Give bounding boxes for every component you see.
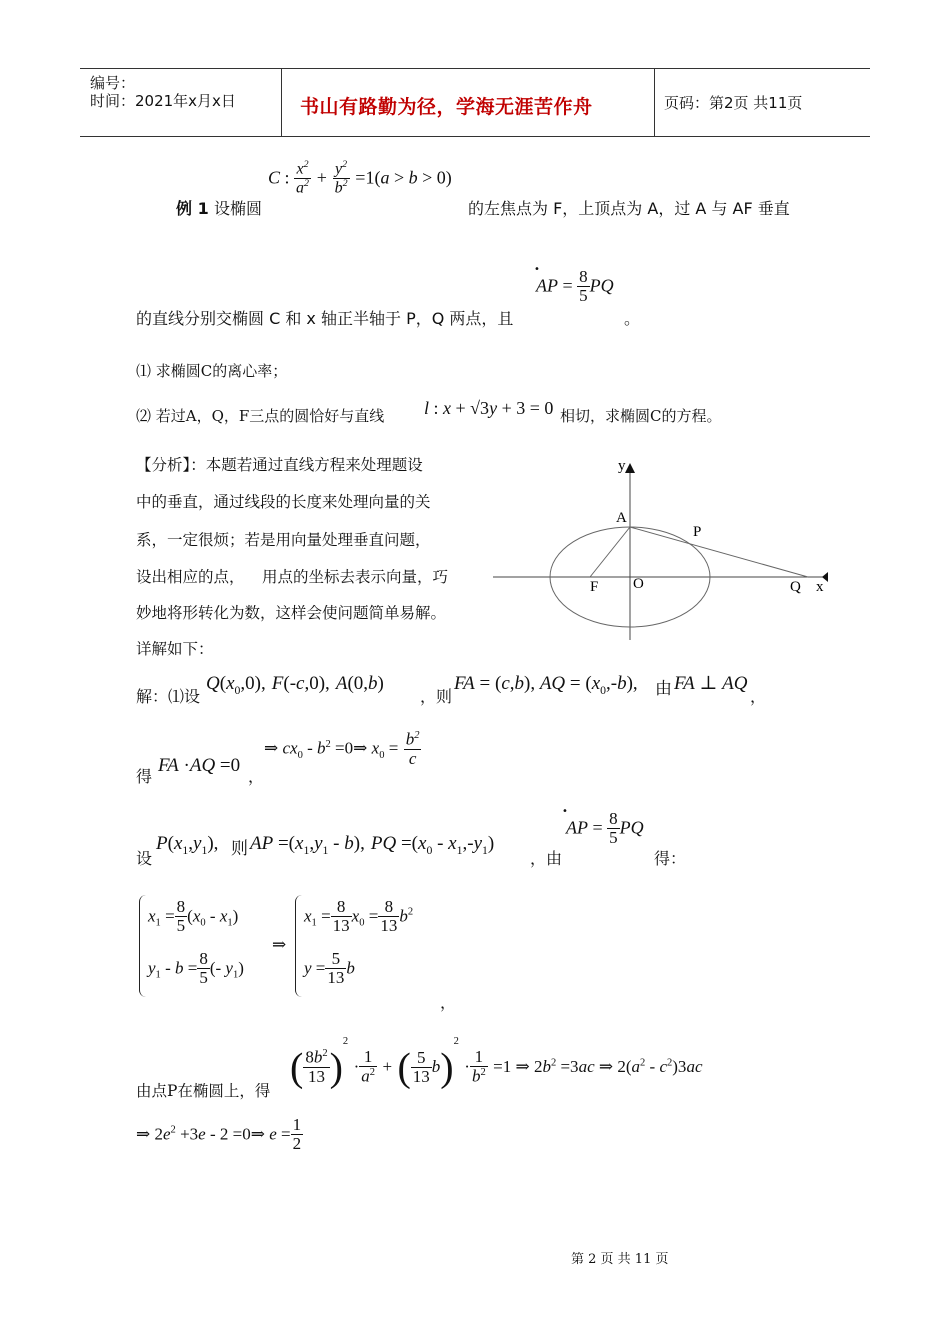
solution-3-comma: ，由 [530, 849, 563, 868]
solution-3-she: 设 [136, 849, 153, 868]
solution-1-comma: ， [750, 687, 767, 706]
page-footer: 第 2 页 共 11 页 [571, 1252, 669, 1267]
solution-1-vectors: FA = (c,b), AQ = $(x_0,-b)$, [454, 673, 638, 697]
solution-5-prefix: 由点P在椭圆上，得 [136, 1082, 271, 1100]
segment-AQ [630, 527, 808, 577]
example-text-1: 的左焦点为 F，上顶点为 A，过 A 与 AF 垂直 [468, 199, 790, 218]
solution-1-by: 由 [655, 679, 672, 699]
solution-5-equation: ( $\frac{8b^2}{13}$ )$^2$ · $\frac{1}{a^2}$ + ( $\frac{5}{13}$ b)$^2$ · $\frac{1}{b^2}$ =1 ⇒ $2b^2 =3ac$ ⇒ $2(a^2 - c^2)3ac$ [290, 1036, 703, 1090]
analysis-line-6: 详解如下： [136, 640, 214, 658]
example-intro: 设椭圆 [214, 199, 263, 218]
solution-1-then: ，则 [420, 687, 453, 706]
solution-6-equation: ⇒ $2e^2 +3e - 2$ =0⇒ e = $\frac{1}{2}$ [136, 1115, 302, 1153]
analysis-line-4a: 设出相应的点， [136, 568, 245, 586]
header-motto: 书山有路勤为径，学海无涯苦作舟 [300, 96, 593, 118]
figure-label-A: A [616, 510, 627, 526]
solution-3-vectors: AP $=(x_1,y_1 - b)$, PQ $=(x_0 - x_1,-y_1)$ [250, 833, 495, 857]
analysis-line-5: 妙地将形转化为数，这样会使问题简单易解。 [136, 604, 447, 622]
system-comma: ， [440, 993, 457, 1012]
tangent-line-equation: l : x + √3y + 3 = 0 [424, 398, 554, 418]
solution-1-points: $Q(x_0,0)$, F(-c,0), A(0,b) [206, 673, 384, 697]
header-page-info: 页码：第2页 共11页 [664, 94, 803, 112]
figure-label-P: P [693, 524, 702, 540]
solution-3-de: 得： [654, 849, 687, 868]
analysis-line-1: 【分析】：本题若通过直线方程来处理题设 [136, 456, 423, 474]
analysis-line-2: 中的垂直，通过线段的长度来处理向量的关 [136, 493, 431, 511]
ellipse-equation: C : $\frac{x^2}{a^2}$ + $\frac{y^2}{b^2}$ =1(a > b > 0) [268, 159, 452, 197]
analysis-line-4b: 用点的坐标去表示向量，巧 [262, 568, 449, 586]
figure-label-y: y [618, 458, 626, 474]
example-title: 例 1 [176, 199, 209, 218]
example-period: 。 [624, 309, 641, 328]
system-2-row-2: y = $\frac{5}{13}$ b [304, 949, 355, 987]
vector-condition: • AP = $\frac{8}{5}$ PQ [534, 264, 614, 305]
system-1-row-1: $x_1$ = $\frac{8}{5}$ $(x_0 - x_1)$ [148, 897, 239, 935]
solution-3-then: 则 [231, 839, 248, 859]
ellipse-figure [488, 455, 833, 645]
figure-label-O: O [633, 576, 644, 592]
system-1-row-2: $y_1$ - b = $\frac{8}{5}$ (- $y_1$) [148, 949, 244, 987]
left-brace-2 [295, 895, 302, 997]
left-brace-1 [139, 895, 146, 997]
y-axis-arrow [625, 463, 635, 473]
question-2-part-b: 相切，求椭圆C的方程。 [560, 407, 722, 425]
figure-label-x: x [816, 579, 824, 595]
figure-label-F: F [590, 579, 599, 595]
solution-3-vector-condition: • AP = $\frac{8}{5}$ PQ [562, 806, 644, 847]
figure-label-Q: Q [790, 579, 801, 595]
solution-2-derivation: ⇒ $cx_0 - b^2$ =0⇒ $x_0$ = $\frac{b^2}{c}$ [264, 729, 420, 768]
question-1: ⑴ 求椭圆C的离心率； [136, 362, 288, 380]
question-2-part-a: ⑵ 若过A，Q，F三点的圆恰好与直线 [136, 407, 385, 425]
document-time-label: 时间：2021年x月x日 [90, 92, 236, 110]
implies-arrow: ⇒ [272, 935, 287, 954]
analysis-line-3: 系，一定很烦；若是用向量处理垂直问题， [136, 531, 431, 549]
example-text-2: 的直线分别交椭圆 C 和 x 轴正半轴于 P，Q 两点，且 [136, 309, 514, 328]
solution-2-de: 得 [136, 767, 153, 786]
solution-1-prefix: 解：⑴设 [136, 687, 201, 706]
solution-1-perpendicular: FA ⊥ AQ [674, 673, 748, 694]
solution-2-dot-product: FA ·AQ =0 [158, 755, 241, 776]
document-number-label: 编号： [90, 74, 136, 92]
segment-AF [590, 527, 630, 577]
system-2-row-1: $x_1$ = $\frac{8}{13}$ $x_0$ = $\frac{8}{13}$ $b^2$ [304, 897, 414, 935]
solution-3-point-P: $P(x_1,y_1)$, [156, 833, 219, 857]
solution-2-comma: ， [248, 767, 265, 786]
